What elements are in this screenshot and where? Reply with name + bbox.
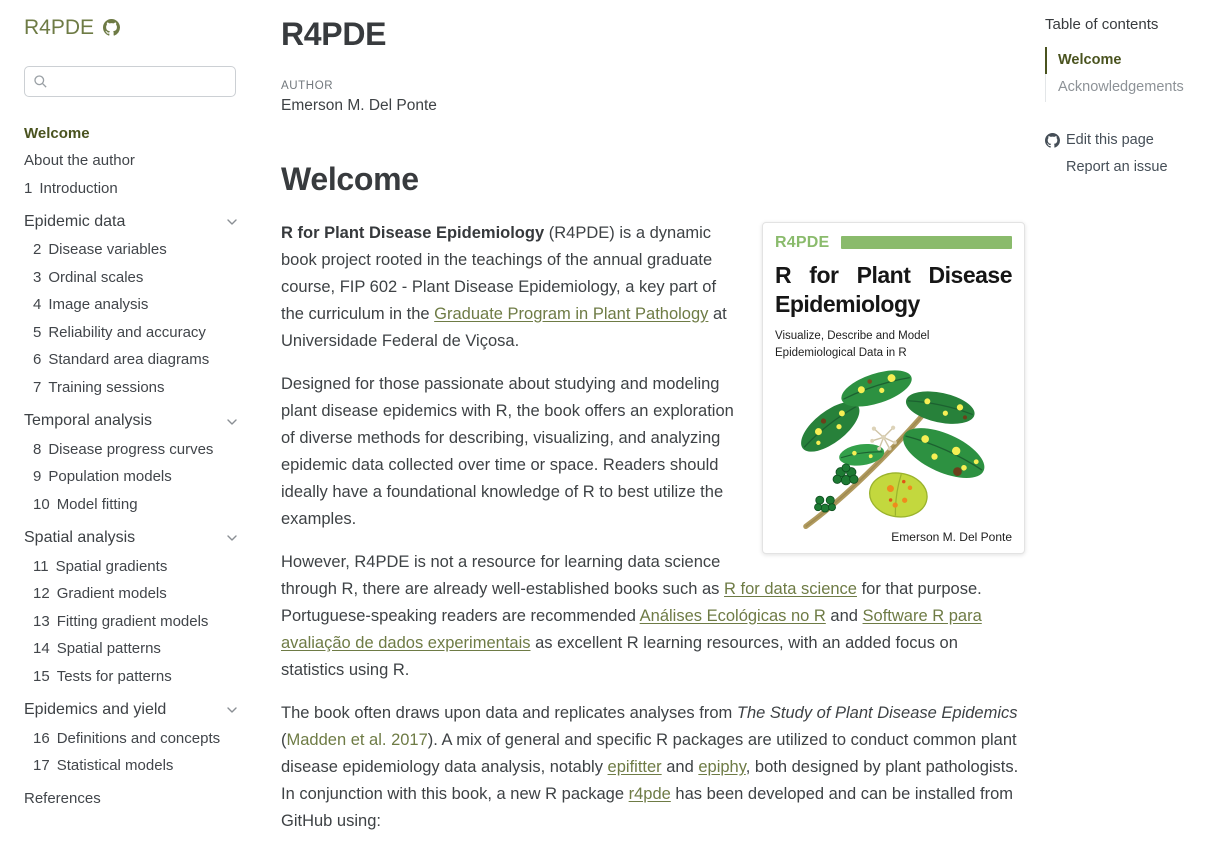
- sidebar-item-label: Disease progress curves: [48, 440, 214, 458]
- text-run: (: [281, 730, 287, 749]
- sidebar-group-children: [24, 436, 260, 519]
- github-icon[interactable]: [103, 19, 120, 36]
- cover-title: R for Plant Disease Epidemiology: [775, 261, 1012, 318]
- chapter-number: 4: [33, 296, 42, 314]
- italic-text: The Study of Plant Disease Epidemics: [736, 703, 1018, 722]
- chapter-number: 7: [33, 378, 42, 396]
- toc-item-welcome[interactable]: Welcome: [1045, 47, 1220, 74]
- sidebar-group-epidemic-data[interactable]: [24, 208, 260, 237]
- cover-subtitle: Visualize, Describe and Model Epidemiological Data in R: [775, 330, 930, 360]
- toc-action-label: Edit this page: [1066, 132, 1154, 149]
- chevron-down-icon[interactable]: [226, 704, 238, 716]
- sidebar-item-gradient-models[interactable]: [24, 581, 260, 609]
- chapter-number: 9: [33, 468, 42, 486]
- sidebar-item-label: Definitions and concepts: [56, 729, 221, 747]
- sidebar-group-spatial-analysis[interactable]: [24, 524, 260, 553]
- book-cover: [762, 222, 1025, 554]
- sidebar-item-introduction[interactable]: [24, 175, 260, 203]
- sidebar-item-label: Tests for patterns: [56, 667, 172, 685]
- sidebar-item-label: Image analysis: [48, 296, 149, 314]
- sidebar-nav: [24, 120, 260, 813]
- sidebar-item-tests-for-patterns[interactable]: [24, 663, 260, 691]
- sidebar-item-label: Welcome: [24, 124, 90, 142]
- chevron-down-icon[interactable]: [226, 216, 238, 228]
- sidebar-item-training-sessions[interactable]: [24, 374, 260, 402]
- sidebar-item-about-the-author[interactable]: [24, 148, 260, 176]
- sidebar-item-statistical-models[interactable]: [24, 753, 260, 781]
- cover-brand: R4PDE: [775, 233, 830, 251]
- sidebar-item-label: Ordinal scales: [48, 268, 144, 286]
- text-run: ). A mix of general and specific R packages are utilized to conduct common plant disease epidemiology data analysis, notably: [281, 730, 1017, 776]
- sidebar-item-label: Training sessions: [48, 378, 165, 396]
- sidebar-group-children: [24, 725, 260, 780]
- chevron-down-icon[interactable]: [226, 532, 238, 544]
- sidebar-group-label: Epidemics and yield: [24, 701, 167, 719]
- author-name: Emerson M. Del Ponte: [281, 96, 437, 114]
- text-run: However, R4PDE is not a resource for learning data science through R, there are already well-established books such as: [281, 552, 724, 598]
- sidebar-item-fitting-gradient-models[interactable]: [24, 608, 260, 636]
- sidebar-group-epidemics-and-yield[interactable]: [24, 696, 260, 725]
- link-madden-et-al-2017[interactable]: Madden et al. 2017: [286, 730, 428, 749]
- content: [281, 220, 1025, 835]
- sidebar-item-definitions-and-concepts[interactable]: [24, 725, 260, 753]
- sidebar-item-ordinal-scales[interactable]: [24, 264, 260, 292]
- chapter-number: 3: [33, 268, 42, 286]
- sidebar-item-label: Spatial patterns: [56, 640, 161, 658]
- sidebar-item-population-models[interactable]: [24, 464, 260, 492]
- link-epiphy[interactable]: epiphy: [698, 757, 746, 776]
- cover-author: Emerson M. Del Ponte: [891, 529, 1012, 544]
- toc-action-label: Report an issue: [1066, 158, 1168, 175]
- sidebar-item-model-fitting[interactable]: [24, 491, 260, 519]
- cover-header: [775, 234, 1012, 252]
- sidebar-item-image-analysis[interactable]: [24, 292, 260, 320]
- link-r4pde[interactable]: r4pde: [628, 784, 671, 803]
- sidebar-item-welcome[interactable]: [24, 120, 260, 148]
- chapter-number: 12: [33, 585, 50, 603]
- sidebar-item-label: Gradient models: [56, 585, 167, 603]
- sidebar-item-reliability-and-accuracy[interactable]: [24, 319, 260, 347]
- author-label: AUTHOR: [281, 79, 334, 92]
- chapter-number: 13: [33, 612, 50, 630]
- chapter-number: 16: [33, 729, 50, 747]
- text-run: The book often draws upon data and replicates analyses from: [281, 703, 737, 722]
- sidebar-item-disease-variables[interactable]: [24, 237, 260, 265]
- paragraph: [281, 549, 1025, 684]
- sidebar-item-label: Model fitting: [56, 495, 138, 513]
- brand-title[interactable]: R4PDE: [24, 16, 95, 39]
- toc-action-edit-this-page[interactable]: [1045, 128, 1220, 154]
- toc-actions: [1045, 128, 1220, 181]
- chevron-down-icon[interactable]: [226, 416, 238, 428]
- search-box: [24, 66, 236, 97]
- chapter-number: 2: [33, 241, 42, 259]
- sidebar-item-label: Disease variables: [48, 241, 167, 259]
- toc-action-report-an-issue[interactable]: [1045, 154, 1220, 180]
- toc: [1035, 0, 1220, 846]
- text-run: for that purpose. Portuguese-speaking readers are recommended: [281, 579, 982, 625]
- chapter-number: 6: [33, 351, 42, 369]
- sidebar-item-label: Spatial gradients: [55, 557, 168, 575]
- link-epifitter[interactable]: epifitter: [607, 757, 662, 776]
- sidebar-item-label: Population models: [48, 468, 172, 486]
- search-input[interactable]: [24, 66, 236, 97]
- link-software-r-para-avalia-o-de-dados-experimentais[interactable]: Software R para avaliação de dados experimentais: [281, 606, 982, 652]
- text-run: as excellent R learning resources, with an added focus on statistics using R.: [281, 633, 958, 679]
- sidebar-item-label: References: [24, 789, 101, 807]
- link-r-for-data-science[interactable]: R for data science: [724, 579, 857, 598]
- sidebar-item-label: Reliability and accuracy: [48, 323, 206, 341]
- sidebar-item-label: Fitting gradient models: [56, 612, 209, 630]
- sidebar-group-label: Spatial analysis: [24, 529, 136, 547]
- sidebar-item-label: Introduction: [39, 179, 118, 197]
- plant-illustration: [788, 364, 1000, 530]
- text-run: and: [661, 757, 699, 776]
- sidebar-item-label: About the author: [24, 152, 135, 169]
- toc-item-acknowledgements[interactable]: Acknowledgements: [1045, 74, 1220, 101]
- bold-text: R for Plant Disease Epidemiology: [281, 223, 545, 242]
- text-run: (R4PDE) is a dynamic book project rooted in the teachings of the annual graduate course, FIP 602 - Plant Disease Epidemiology, a key part of the curriculum in the: [281, 223, 717, 323]
- brand: [24, 16, 260, 40]
- sidebar-item-references[interactable]: [24, 785, 260, 813]
- sidebar-group-temporal-analysis[interactable]: [24, 407, 260, 436]
- sidebar-item-label: Statistical models: [56, 757, 174, 775]
- sidebar: [0, 0, 260, 846]
- chapter-number: 5: [33, 323, 42, 341]
- chapter-number: 15: [33, 667, 50, 685]
- chapter-number: 11: [33, 557, 49, 575]
- paragraph: [281, 700, 1025, 835]
- link-graduate-program-in-plant-pathology[interactable]: Graduate Program in Plant Pathology: [434, 304, 709, 323]
- cover-accent-bar: [841, 236, 1012, 249]
- toc-title: Table of contents: [1045, 16, 1159, 33]
- github-icon: [1045, 133, 1060, 148]
- text-run: has been developed and can be installed from GitHub using:: [281, 784, 1013, 830]
- sidebar-item-label: Standard area diagrams: [48, 351, 210, 369]
- sidebar-item-spatial-patterns[interactable]: [24, 636, 260, 664]
- chapter-number: 17: [33, 757, 50, 775]
- chapter-number: 8: [33, 440, 42, 458]
- sidebar-item-standard-area-diagrams[interactable]: [24, 347, 260, 375]
- link-an-lises-ecol-gicas-no-r[interactable]: Análises Ecológicas no R: [639, 606, 826, 625]
- sidebar-item-disease-progress-curves[interactable]: [24, 436, 260, 464]
- sidebar-group-children: [24, 237, 260, 402]
- text-run: Designed for those passionate about studying and modeling plant disease epidemics with R, the book offers an exploration of diverse methods for describing, visualizing, and analyzing epidemic data collected over time or space. Readers should ideally have a foundational knowledge of R to best utilize the examples.: [281, 374, 734, 528]
- sidebar-group-children: [24, 553, 260, 691]
- sidebar-group-label: Temporal analysis: [24, 412, 153, 430]
- chapter-number: 10: [33, 495, 50, 513]
- text-run: at Universidade Federal de Viçosa.: [281, 304, 727, 350]
- toc-list: [1045, 47, 1220, 102]
- main-content: [260, 0, 1035, 846]
- book-title: R4PDE: [281, 16, 387, 52]
- chapter-number: 14: [33, 640, 50, 658]
- chapter-number: 1: [24, 179, 33, 197]
- text-run: and: [825, 606, 863, 625]
- text-run: , both designed by plant pathologists. In conjunction with this book, a new R package: [281, 757, 1019, 803]
- sidebar-item-spatial-gradients[interactable]: [24, 553, 260, 581]
- welcome-heading: Welcome: [281, 160, 419, 197]
- sidebar-group-label: Epidemic data: [24, 213, 126, 230]
